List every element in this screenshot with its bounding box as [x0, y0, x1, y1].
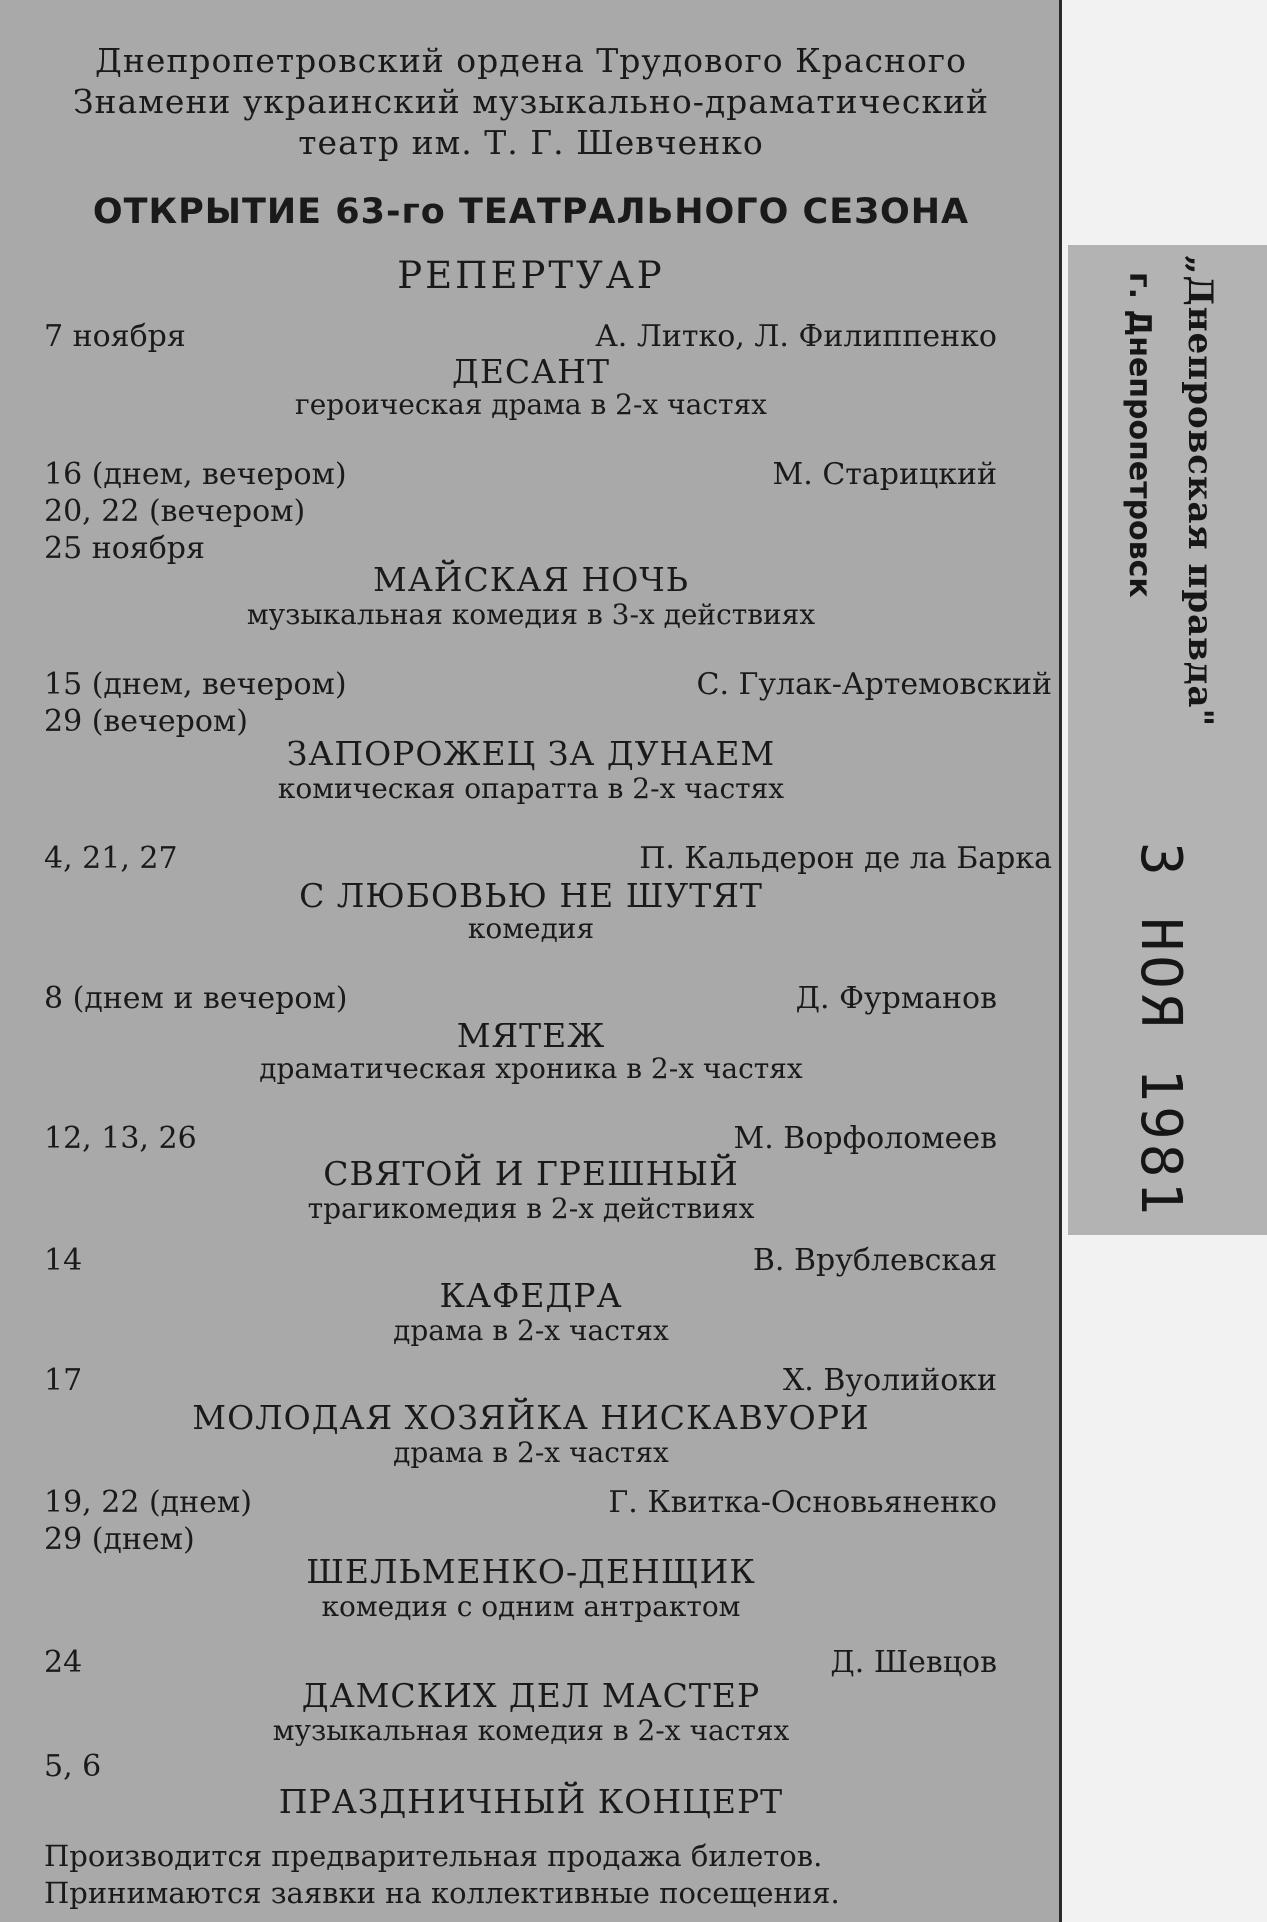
play-dates: 17 [44, 1363, 83, 1398]
play-author: А. Литко, Л. Филиппенко [595, 319, 997, 354]
play-dates: 5, 6 [44, 1749, 102, 1784]
play-genre: драма в 2-х частях [393, 1314, 669, 1347]
play-dates: 15 (днем, вечером) 29 (вечером) [44, 667, 347, 739]
play-dates: 8 (днем и вечером) [44, 981, 348, 1016]
play-title: КАФЕДРА [439, 1276, 623, 1315]
play-title: МАЙСКАЯ НОЧЬ [372, 560, 690, 599]
stamp-publication: „Днепровская правда" [1180, 255, 1220, 728]
theatre-name-line: Днепропетровский ордена Трудового Красного [95, 41, 967, 80]
play-author: Д. Фурманов [795, 981, 997, 1016]
ticket-sale-notice [44, 1838, 840, 1912]
play-author: С. Гулак-Артемовский [696, 667, 1052, 702]
play-dates: 24 [44, 1645, 83, 1680]
play-genre: героическая драма в 2-х частях [295, 388, 767, 421]
play-author: В. Врублевская [752, 1243, 997, 1278]
notice-line: Принимаются заявки на коллективные посещения. [44, 1876, 840, 1910]
season-opening-heading: ОТКРЫТИЕ 63-го ТЕАТРАЛЬНОГО СЕЗОНА [92, 192, 970, 232]
play-author: М. Старицкий [772, 457, 997, 492]
play-author: Г. Квитка-Основьяненко [608, 1485, 997, 1520]
stamp-date: 3 НОЯ 1981 [1128, 842, 1193, 1220]
play-author: М. Ворфоломеев [733, 1121, 997, 1156]
theatre-name-line: Знамени украинский музыкально-драматический [72, 82, 990, 121]
theatre-name-line: театр им. Т. Г. Шевченко [298, 123, 764, 162]
play-genre: драма в 2-х частях [393, 1436, 669, 1469]
play-genre: музыкальная комедия в 3-х действиях [246, 598, 816, 631]
stamp-city: г. Днепропетровск [1122, 272, 1157, 598]
play-title: МЯТЕЖ [456, 1016, 606, 1055]
play-dates: 19, 22 (днем) 29 (днем) [44, 1485, 252, 1557]
play-author: П. Кальдерон де ла Барка [639, 841, 1052, 876]
play-genre: комедия [467, 912, 595, 945]
play-title: ПРАЗДНИЧНЫЙ КОНЦЕРТ [278, 1782, 784, 1821]
play-author: Х. Вуолийоки [782, 1363, 997, 1398]
play-genre: трагикомедия в 2-х действиях [307, 1192, 755, 1225]
play-title: МОЛОДАЯ ХОЗЯЙКА НИСКАВУОРИ [192, 1398, 870, 1437]
play-genre: драматическая хроника в 2-х частях [259, 1052, 803, 1085]
play-genre: комическая опаратта в 2-х частях [277, 772, 785, 805]
play-author: Д. Шевцов [830, 1645, 997, 1680]
play-dates: 16 (днем, вечером) 20, 22 (вечером) 25 ноября [44, 457, 347, 566]
play-genre: комедия с одним антрактом [321, 1590, 741, 1623]
play-title: ШЕЛЬМЕНКО-ДЕНЩИК [306, 1552, 756, 1591]
play-dates: 7 ноября [44, 319, 186, 354]
play-dates: 14 [44, 1243, 83, 1278]
play-title: ЗАПОРОЖЕЦ ЗА ДУНАЕМ [286, 734, 776, 773]
play-title: СВЯТОЙ И ГРЕШНЫЙ [323, 1154, 739, 1193]
play-title: ДАМСКИХ ДЕЛ МАСТЕР [301, 1676, 761, 1715]
play-title: ДЕСАНТ [452, 352, 610, 391]
play-dates: 12, 13, 26 [44, 1121, 197, 1156]
play-title: С ЛЮБОВЬЮ НЕ ШУТЯТ [299, 876, 763, 915]
play-genre: музыкальная комедия в 2-х частях [272, 1714, 790, 1747]
repertoire-heading: РЕПЕРТУАР [397, 254, 665, 297]
play-dates: 4, 21, 27 [44, 841, 178, 876]
notice-line: Производится предварительная продажа билетов. [44, 1839, 823, 1873]
theatre-name [0, 40, 1062, 163]
